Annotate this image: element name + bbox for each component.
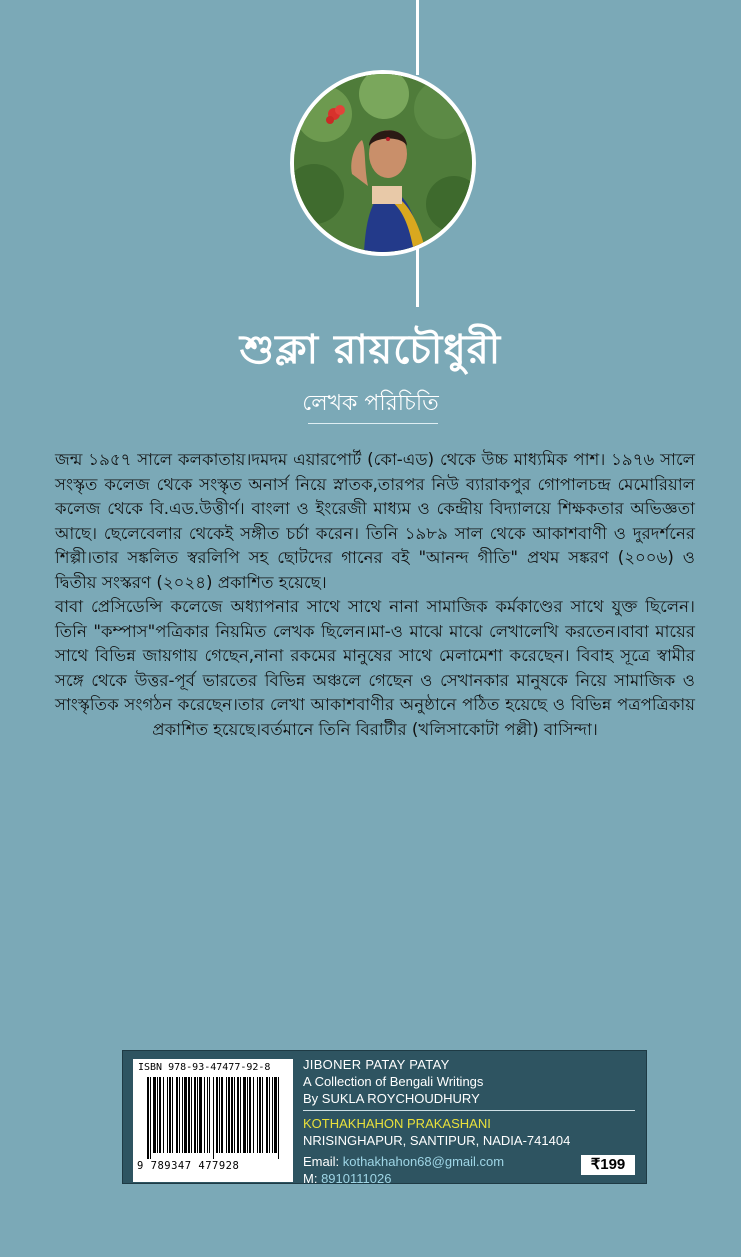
top-connector-line [416, 0, 419, 75]
bio-paragraph-1: জন্ম ১৯৫৭ সালে কলকাতায়।দমদম এয়ারপোর্ট (কো-এড) থেকে উচ্চ মাধ্যমিক পাশ। ১৯৭৬ সালে সংস্কৃত কলেজ থেকে সংস্কৃত অনার্স নিয়ে স্নাতক,তারপর নিউ ব্যারাকপুর গোপালচন্দ্র মেমোরিয়াল কলেজ থেকে বি.এড.উত্তীর্ণ। বাংলা ও ইংরেজী মাধ্যম ও কেন্দ্রীয় বিদ্যালয়ে শিক্ষকতার অভিজ্ঞতা আছে। ছেলেবেলার থেকেই সঙ্গীত চর্চা করেন। তিনি ১৯৮৯ সাল থেকে আকাশবাণী ও দুরদর্শনের শিল্পী।তার সঙ্কলিত স্বরলিপি সহ ছোটদের গানের বই "আনন্দ গীতি" প্রথম সঙ্করণ (২০০৬) ও দ্বিতীয় সংস্করণ (২০২৪) প্রকাশিত হয়েছে। [55, 450, 695, 592]
price-tag: ₹199 [581, 1155, 635, 1175]
info-divider [303, 1110, 635, 1111]
publisher-name: KOTHAKHAHON PRAKASHANI [303, 1116, 491, 1131]
email-label: Email: [303, 1154, 343, 1169]
book-title: JIBONER PATAY PATAY [303, 1057, 450, 1072]
bio-paragraph-2: বাবা প্রেসিডেন্সি কলেজে অধ্যাপনার সাথে সাথে নানা সামাজিক কর্মকাণ্ডের সাথে যুক্ত ছিলেন। তিনি "কম্পাস"পত্রিকার নিয়মিত লেখক ছিলেন।মা-ও মাঝে মাঝে লেখালেখি করতেন।বাবা মায়ের সাথে বিভিন্ন জায়গায় গেছেন,নানা রকমের মানুষের সাথে মেলামেশা করেছেন। বিবাহ সূত্রে স্বামীর সঙ্গে থেকে উত্তর-পূর্ব ভারতের বিভিন্ন অঞ্চলে গেছেন ও সেখানকার মানুষকে নিয়ে সামাজিক ও সাংস্কৃতিক সংগঠন করেছেন।তার লেখা আকাশবাণীর অনুষ্ঠানে পঠিত হয়েছে ও বিভিন্ন পত্রপত্রিকায় প্রকাশিত হয়েছে।বর্তমানে তিনি বিরাটীর (খলিসাকোটা পল্লী) বাসিন্দা। [55, 597, 695, 739]
author-biography [55, 448, 695, 742]
publisher-email[interactable]: kothakhahon68@gmail.com [342, 1154, 505, 1169]
isbn-label: ISBN 978-93-47477-92-8 [138, 1062, 271, 1073]
phone-label: M: [303, 1171, 322, 1186]
book-description: A Collection of Bengali Writings [303, 1074, 484, 1089]
author-portrait-photo [290, 70, 476, 256]
barcode-digits: 9 789347 477928 [137, 1160, 240, 1172]
book-byline: By SUKLA ROYCHOUDHURY [303, 1091, 480, 1106]
subtitle-underline [308, 423, 438, 424]
publisher-address: NRISINGHAPUR, SANTIPUR, NADIA-741404 [303, 1133, 571, 1148]
barcode-icon [147, 1077, 279, 1159]
author-intro-subtitle: লেখক পরিচিতি [302, 391, 439, 416]
author-name-heading: শুক্লা রায়চৌধুরী [239, 327, 502, 373]
publisher-phone: 8910111026 [321, 1171, 392, 1186]
bottom-connector-line [416, 247, 419, 307]
isbn-barcode-block [133, 1059, 293, 1182]
